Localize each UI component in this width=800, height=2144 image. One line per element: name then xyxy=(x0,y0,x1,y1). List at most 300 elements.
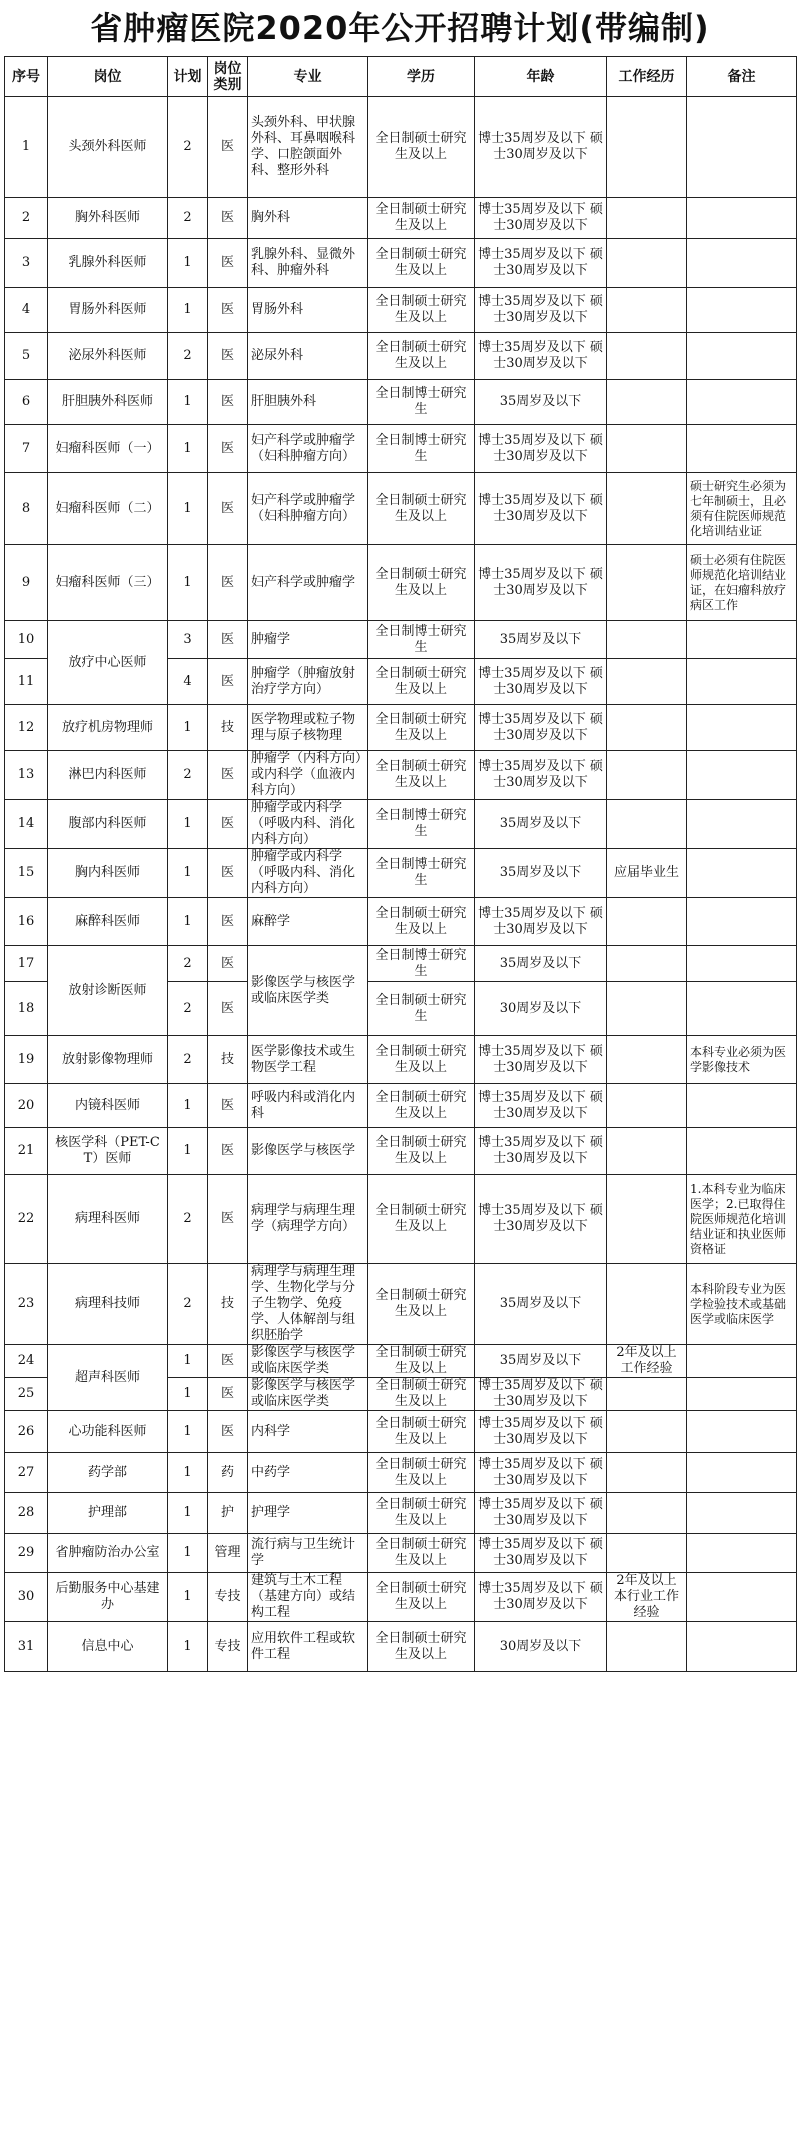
cell-experience xyxy=(607,1453,687,1493)
cell-education: 全日制博士研究生 xyxy=(368,621,475,659)
cell-category: 医 xyxy=(208,239,248,288)
cell-note xyxy=(687,198,797,239)
cell-education: 全日制硕士研究生及以上 xyxy=(368,288,475,333)
cell-major: 乳腺外科、显微外科、肿瘤外科 xyxy=(248,239,368,288)
cell-education: 全日制硕士研究生及以上 xyxy=(368,1411,475,1453)
cell-age: 35周岁及以下 xyxy=(475,380,607,425)
cell-education: 全日制硕士研究生及以上 xyxy=(368,198,475,239)
cell-age: 30周岁及以下 xyxy=(475,982,607,1036)
cell-major: 影像医学与核医学或临床医学类 xyxy=(248,946,368,1036)
cell-no: 25 xyxy=(5,1378,48,1411)
cell-plan: 1 xyxy=(168,705,208,751)
cell-education: 全日制硕士研究生及以上 xyxy=(368,1534,475,1573)
cell-post: 妇瘤科医师（三） xyxy=(48,545,168,621)
cell-category: 医 xyxy=(208,97,248,198)
cell-category: 医 xyxy=(208,333,248,380)
cell-post: 核医学科（PET-CT）医师 xyxy=(48,1128,168,1175)
cell-age: 35周岁及以下 xyxy=(475,800,607,849)
cell-experience xyxy=(607,97,687,198)
table-row xyxy=(5,239,797,288)
cell-post: 心功能科医师 xyxy=(48,1411,168,1453)
header-cell: 年龄 xyxy=(475,57,607,97)
cell-education: 全日制博士研究生 xyxy=(368,425,475,473)
table-row xyxy=(5,621,797,659)
cell-note xyxy=(687,97,797,198)
table-row xyxy=(5,1264,797,1345)
cell-experience xyxy=(607,1378,687,1411)
cell-plan: 1 xyxy=(168,545,208,621)
cell-plan: 2 xyxy=(168,198,208,239)
header-cell: 岗位 xyxy=(48,57,168,97)
cell-note: 硕士必须有住院医师规范化培训结业证，在妇瘤科放疗病区工作 xyxy=(687,545,797,621)
cell-age: 博士35周岁及以下 硕士30周岁及以下 xyxy=(475,1534,607,1573)
cell-education: 全日制博士研究生 xyxy=(368,946,475,982)
cell-age: 博士35周岁及以下 硕士30周岁及以下 xyxy=(475,288,607,333)
table-row xyxy=(5,1534,797,1573)
cell-category: 专技 xyxy=(208,1622,248,1672)
cell-category: 医 xyxy=(208,198,248,239)
table-row xyxy=(5,1084,797,1128)
cell-education: 全日制硕士研究生及以上 xyxy=(368,751,475,800)
cell-age: 博士35周岁及以下 硕士30周岁及以下 xyxy=(475,1411,607,1453)
cell-note xyxy=(687,1453,797,1493)
cell-experience xyxy=(607,545,687,621)
cell-plan: 1 xyxy=(168,1128,208,1175)
cell-education: 全日制博士研究生 xyxy=(368,800,475,849)
cell-plan: 2 xyxy=(168,946,208,982)
cell-age: 30周岁及以下 xyxy=(475,1622,607,1672)
table-row xyxy=(5,473,797,545)
table-row xyxy=(5,1128,797,1175)
cell-post: 胸外科医师 xyxy=(48,198,168,239)
cell-major: 胃肠外科 xyxy=(248,288,368,333)
table-row xyxy=(5,333,797,380)
cell-category: 医 xyxy=(208,1084,248,1128)
cell-major: 泌尿外科 xyxy=(248,333,368,380)
cell-education: 全日制硕士研究生及以上 xyxy=(368,659,475,705)
cell-category: 管理 xyxy=(208,1534,248,1573)
cell-plan: 1 xyxy=(168,1378,208,1411)
cell-no: 28 xyxy=(5,1493,48,1534)
cell-category: 医 xyxy=(208,380,248,425)
cell-age: 博士35周岁及以下 硕士30周岁及以下 xyxy=(475,705,607,751)
cell-plan: 1 xyxy=(168,473,208,545)
cell-category: 医 xyxy=(208,1175,248,1264)
cell-category: 医 xyxy=(208,898,248,946)
cell-plan: 4 xyxy=(168,659,208,705)
cell-note xyxy=(687,621,797,659)
header-cell: 序号 xyxy=(5,57,48,97)
cell-experience xyxy=(607,1175,687,1264)
cell-experience xyxy=(607,380,687,425)
cell-education: 全日制硕士研究生及以上 xyxy=(368,898,475,946)
cell-experience xyxy=(607,333,687,380)
cell-category: 医 xyxy=(208,621,248,659)
cell-age: 博士35周岁及以下 硕士30周岁及以下 xyxy=(475,751,607,800)
cell-note xyxy=(687,1128,797,1175)
cell-no: 22 xyxy=(5,1175,48,1264)
table-row xyxy=(5,898,797,946)
cell-experience xyxy=(607,473,687,545)
cell-post: 后勤服务中心基建办 xyxy=(48,1573,168,1622)
cell-age: 博士35周岁及以下 硕士30周岁及以下 xyxy=(475,659,607,705)
cell-no: 26 xyxy=(5,1411,48,1453)
cell-major: 护理学 xyxy=(248,1493,368,1534)
cell-note: 硕士研究生必须为七年制硕士，且必须有住院医师规范化培训结业证 xyxy=(687,473,797,545)
table-row xyxy=(5,800,797,849)
cell-category: 医 xyxy=(208,1345,248,1378)
cell-major: 中药学 xyxy=(248,1453,368,1493)
cell-post: 胸内科医师 xyxy=(48,849,168,898)
cell-experience xyxy=(607,1128,687,1175)
cell-note xyxy=(687,849,797,898)
table-row xyxy=(5,425,797,473)
table-row xyxy=(5,1453,797,1493)
cell-education: 全日制硕士研究生及以上 xyxy=(368,333,475,380)
cell-plan: 1 xyxy=(168,1453,208,1493)
cell-no: 20 xyxy=(5,1084,48,1128)
cell-plan: 1 xyxy=(168,1622,208,1672)
table-row xyxy=(5,849,797,898)
cell-post: 信息中心 xyxy=(48,1622,168,1672)
cell-education: 全日制博士研究生 xyxy=(368,380,475,425)
cell-education: 全日制硕士研究生及以上 xyxy=(368,97,475,198)
cell-major: 肿瘤学（肿瘤放射治疗学方向） xyxy=(248,659,368,705)
cell-education: 全日制硕士研究生及以上 xyxy=(368,473,475,545)
cell-no: 15 xyxy=(5,849,48,898)
cell-note xyxy=(687,1345,797,1378)
cell-experience xyxy=(607,800,687,849)
cell-age: 博士35周岁及以下 硕士30周岁及以下 xyxy=(475,545,607,621)
cell-plan: 2 xyxy=(168,751,208,800)
cell-no: 1 xyxy=(5,97,48,198)
cell-category: 医 xyxy=(208,473,248,545)
cell-plan: 1 xyxy=(168,849,208,898)
cell-age: 博士35周岁及以下 硕士30周岁及以下 xyxy=(475,1453,607,1493)
cell-age: 博士35周岁及以下 硕士30周岁及以下 xyxy=(475,333,607,380)
cell-experience xyxy=(607,1264,687,1345)
cell-major: 病理学与病理生理学（病理学方向） xyxy=(248,1175,368,1264)
cell-experience xyxy=(607,982,687,1036)
cell-no: 30 xyxy=(5,1573,48,1622)
cell-experience xyxy=(607,239,687,288)
cell-category: 医 xyxy=(208,1378,248,1411)
table-row xyxy=(5,545,797,621)
cell-plan: 1 xyxy=(168,1345,208,1378)
cell-experience xyxy=(607,751,687,800)
cell-major: 麻醉学 xyxy=(248,898,368,946)
cell-no: 12 xyxy=(5,705,48,751)
cell-note xyxy=(687,751,797,800)
cell-plan: 2 xyxy=(168,333,208,380)
cell-education: 全日制硕士研究生及以上 xyxy=(368,1128,475,1175)
cell-note xyxy=(687,1573,797,1622)
cell-education: 全日制硕士研究生及以上 xyxy=(368,1453,475,1493)
header-cell: 岗位类别 xyxy=(208,57,248,97)
cell-education: 全日制硕士研究生及以上 xyxy=(368,1573,475,1622)
cell-major: 胸外科 xyxy=(248,198,368,239)
cell-no: 13 xyxy=(5,751,48,800)
cell-age: 35周岁及以下 xyxy=(475,1264,607,1345)
cell-plan: 1 xyxy=(168,239,208,288)
cell-note xyxy=(687,1411,797,1453)
cell-post: 省肿瘤防治办公室 xyxy=(48,1534,168,1573)
cell-note: 本科阶段专业为医学检验技术或基础医学或临床医学 xyxy=(687,1264,797,1345)
cell-education: 全日制硕士研究生及以上 xyxy=(368,705,475,751)
cell-category: 医 xyxy=(208,751,248,800)
cell-note xyxy=(687,1493,797,1534)
cell-plan: 2 xyxy=(168,97,208,198)
cell-experience xyxy=(607,1084,687,1128)
cell-post: 乳腺外科医师 xyxy=(48,239,168,288)
table-row xyxy=(5,198,797,239)
cell-age: 博士35周岁及以下 硕士30周岁及以下 xyxy=(475,97,607,198)
cell-experience xyxy=(607,1534,687,1573)
cell-post: 药学部 xyxy=(48,1453,168,1493)
cell-category: 医 xyxy=(208,849,248,898)
cell-major: 肿瘤学（内科方向）或内科学（血液内科方向） xyxy=(248,751,368,800)
cell-note xyxy=(687,800,797,849)
cell-post: 肝胆胰外科医师 xyxy=(48,380,168,425)
cell-plan: 1 xyxy=(168,425,208,473)
cell-age: 博士35周岁及以下 硕士30周岁及以下 xyxy=(475,425,607,473)
cell-plan: 2 xyxy=(168,982,208,1036)
table-row xyxy=(5,288,797,333)
cell-no: 23 xyxy=(5,1264,48,1345)
cell-experience xyxy=(607,288,687,333)
cell-post: 放射诊断医师 xyxy=(48,946,168,1036)
cell-age: 35周岁及以下 xyxy=(475,621,607,659)
table-row xyxy=(5,1573,797,1622)
cell-plan: 1 xyxy=(168,1411,208,1453)
cell-note xyxy=(687,425,797,473)
cell-note xyxy=(687,1622,797,1672)
cell-post: 妇瘤科医师（一） xyxy=(48,425,168,473)
cell-note xyxy=(687,659,797,705)
cell-major: 妇产科学或肿瘤学（妇科肿瘤方向） xyxy=(248,473,368,545)
cell-experience xyxy=(607,1411,687,1453)
cell-post: 妇瘤科医师（二） xyxy=(48,473,168,545)
cell-education: 全日制博士研究生 xyxy=(368,849,475,898)
cell-no: 4 xyxy=(5,288,48,333)
cell-age: 35周岁及以下 xyxy=(475,946,607,982)
cell-education: 全日制硕士研究生及以上 xyxy=(368,1345,475,1378)
table-row xyxy=(5,751,797,800)
cell-plan: 1 xyxy=(168,800,208,849)
cell-note xyxy=(687,333,797,380)
cell-post: 泌尿外科医师 xyxy=(48,333,168,380)
cell-note: 1.本科专业为临床医学；2.已取得住院医师规范化培训结业证和执业医师资格证 xyxy=(687,1175,797,1264)
cell-post: 腹部内科医师 xyxy=(48,800,168,849)
cell-category: 药 xyxy=(208,1453,248,1493)
table-row xyxy=(5,1411,797,1453)
cell-note xyxy=(687,380,797,425)
cell-category: 技 xyxy=(208,705,248,751)
table-row xyxy=(5,1493,797,1534)
cell-major: 影像医学与核医学 xyxy=(248,1128,368,1175)
cell-post: 头颈外科医师 xyxy=(48,97,168,198)
cell-experience: 2年及以上工作经验 xyxy=(607,1345,687,1378)
cell-plan: 1 xyxy=(168,1493,208,1534)
cell-category: 护 xyxy=(208,1493,248,1534)
cell-no: 9 xyxy=(5,545,48,621)
cell-experience xyxy=(607,1622,687,1672)
header-cell: 学历 xyxy=(368,57,475,97)
cell-note: 本科专业必须为医学影像技术 xyxy=(687,1036,797,1084)
cell-no: 8 xyxy=(5,473,48,545)
cell-plan: 1 xyxy=(168,288,208,333)
cell-education: 全日制硕士研究生及以上 xyxy=(368,239,475,288)
recruitment-table xyxy=(4,56,797,1672)
cell-no: 14 xyxy=(5,800,48,849)
cell-major: 建筑与土木工程（基建方向）或结构工程 xyxy=(248,1573,368,1622)
cell-major: 肿瘤学或内科学（呼吸内科、消化内科方向） xyxy=(248,800,368,849)
cell-category: 医 xyxy=(208,946,248,982)
cell-no: 19 xyxy=(5,1036,48,1084)
cell-no: 24 xyxy=(5,1345,48,1378)
cell-no: 16 xyxy=(5,898,48,946)
cell-major: 肿瘤学 xyxy=(248,621,368,659)
table-row xyxy=(5,1175,797,1264)
cell-post: 淋巴内科医师 xyxy=(48,751,168,800)
cell-category: 医 xyxy=(208,1128,248,1175)
cell-no: 2 xyxy=(5,198,48,239)
cell-no: 31 xyxy=(5,1622,48,1672)
cell-age: 博士35周岁及以下 硕士30周岁及以下 xyxy=(475,198,607,239)
cell-post: 胃肠外科医师 xyxy=(48,288,168,333)
cell-experience: 2年及以上本行业工作经验 xyxy=(607,1573,687,1622)
cell-no: 6 xyxy=(5,380,48,425)
cell-experience xyxy=(607,1036,687,1084)
cell-major: 医学物理或粒子物理与原子核物理 xyxy=(248,705,368,751)
cell-age: 博士35周岁及以下 硕士30周岁及以下 xyxy=(475,239,607,288)
cell-experience xyxy=(607,659,687,705)
cell-experience xyxy=(607,425,687,473)
table-row xyxy=(5,705,797,751)
cell-education: 全日制硕士研究生及以上 xyxy=(368,1264,475,1345)
cell-age: 博士35周岁及以下 硕士30周岁及以下 xyxy=(475,1493,607,1534)
cell-age: 博士35周岁及以下 硕士30周岁及以下 xyxy=(475,1175,607,1264)
cell-major: 肝胆胰外科 xyxy=(248,380,368,425)
cell-age: 博士35周岁及以下 硕士30周岁及以下 xyxy=(475,898,607,946)
cell-note xyxy=(687,239,797,288)
table-row xyxy=(5,97,797,198)
cell-age: 35周岁及以下 xyxy=(475,849,607,898)
cell-plan: 2 xyxy=(168,1175,208,1264)
header-cell: 专业 xyxy=(248,57,368,97)
cell-post: 护理部 xyxy=(48,1493,168,1534)
cell-no: 17 xyxy=(5,946,48,982)
cell-note xyxy=(687,1378,797,1411)
cell-major: 影像医学与核医学或临床医学类 xyxy=(248,1345,368,1378)
header-cell: 工作经历 xyxy=(607,57,687,97)
cell-post: 麻醉科医师 xyxy=(48,898,168,946)
cell-note xyxy=(687,1534,797,1573)
table-row xyxy=(5,1036,797,1084)
cell-age: 博士35周岁及以下 硕士30周岁及以下 xyxy=(475,1084,607,1128)
cell-plan: 1 xyxy=(168,1084,208,1128)
table-row xyxy=(5,1622,797,1672)
cell-post: 病理科技师 xyxy=(48,1264,168,1345)
cell-plan: 3 xyxy=(168,621,208,659)
cell-plan: 1 xyxy=(168,1573,208,1622)
cell-education: 全日制硕士研究生及以上 xyxy=(368,1622,475,1672)
cell-experience xyxy=(607,705,687,751)
cell-age: 博士35周岁及以下 硕士30周岁及以下 xyxy=(475,473,607,545)
table-row xyxy=(5,380,797,425)
cell-post: 病理科医师 xyxy=(48,1175,168,1264)
cell-note xyxy=(687,705,797,751)
cell-age: 博士35周岁及以下 硕士30周岁及以下 xyxy=(475,1573,607,1622)
cell-major: 病理学与病理生理学、生物化学与分子生物学、免疫学、人体解剖与组织胚胎学 xyxy=(248,1264,368,1345)
cell-post: 放疗机房物理师 xyxy=(48,705,168,751)
cell-major: 医学影像技术或生物医学工程 xyxy=(248,1036,368,1084)
cell-experience xyxy=(607,1493,687,1534)
cell-no: 10 xyxy=(5,621,48,659)
cell-category: 医 xyxy=(208,425,248,473)
cell-major: 内科学 xyxy=(248,1411,368,1453)
cell-major: 妇产科学或肿瘤学 xyxy=(248,545,368,621)
cell-post: 放疗中心医师 xyxy=(48,621,168,705)
cell-note xyxy=(687,288,797,333)
cell-experience xyxy=(607,898,687,946)
table-header-row xyxy=(5,57,797,97)
cell-major: 头颈外科、甲状腺外科、耳鼻咽喉科学、口腔颌面外科、整形外科 xyxy=(248,97,368,198)
cell-no: 11 xyxy=(5,659,48,705)
page-title: 省肿瘤医院2020年公开招聘计划(带编制) xyxy=(90,9,710,47)
cell-plan: 2 xyxy=(168,1036,208,1084)
table-row xyxy=(5,946,797,982)
cell-education: 全日制硕士研究生及以上 xyxy=(368,1084,475,1128)
cell-major: 妇产科学或肿瘤学（妇科肿瘤方向） xyxy=(248,425,368,473)
cell-category: 医 xyxy=(208,288,248,333)
cell-major: 应用软件工程或软件工程 xyxy=(248,1622,368,1672)
cell-education: 全日制硕士研究生 xyxy=(368,982,475,1036)
cell-education: 全日制硕士研究生及以上 xyxy=(368,1378,475,1411)
cell-post: 超声科医师 xyxy=(48,1345,168,1411)
cell-category: 技 xyxy=(208,1036,248,1084)
cell-category: 技 xyxy=(208,1264,248,1345)
cell-age: 博士35周岁及以下 硕士30周岁及以下 xyxy=(475,1378,607,1411)
cell-no: 5 xyxy=(5,333,48,380)
cell-experience: 应届毕业生 xyxy=(607,849,687,898)
cell-category: 医 xyxy=(208,1411,248,1453)
cell-no: 3 xyxy=(5,239,48,288)
cell-age: 博士35周岁及以下 硕士30周岁及以下 xyxy=(475,1036,607,1084)
cell-note xyxy=(687,1084,797,1128)
header-cell: 计划 xyxy=(168,57,208,97)
header-cell: 备注 xyxy=(687,57,797,97)
cell-post: 放射影像物理师 xyxy=(48,1036,168,1084)
cell-major: 影像医学与核医学或临床医学类 xyxy=(248,1378,368,1411)
cell-age: 博士35周岁及以下 硕士30周岁及以下 xyxy=(475,1128,607,1175)
cell-note xyxy=(687,982,797,1036)
table-row xyxy=(5,1345,797,1378)
cell-major: 流行病与卫生统计学 xyxy=(248,1534,368,1573)
cell-experience xyxy=(607,946,687,982)
cell-category: 医 xyxy=(208,800,248,849)
cell-major: 肿瘤学或内科学（呼吸内科、消化内科方向） xyxy=(248,849,368,898)
cell-experience xyxy=(607,621,687,659)
cell-category: 医 xyxy=(208,659,248,705)
cell-note xyxy=(687,898,797,946)
cell-experience xyxy=(607,198,687,239)
cell-education: 全日制硕士研究生及以上 xyxy=(368,1175,475,1264)
cell-no: 21 xyxy=(5,1128,48,1175)
cell-education: 全日制硕士研究生及以上 xyxy=(368,1036,475,1084)
cell-no: 7 xyxy=(5,425,48,473)
cell-category: 医 xyxy=(208,545,248,621)
